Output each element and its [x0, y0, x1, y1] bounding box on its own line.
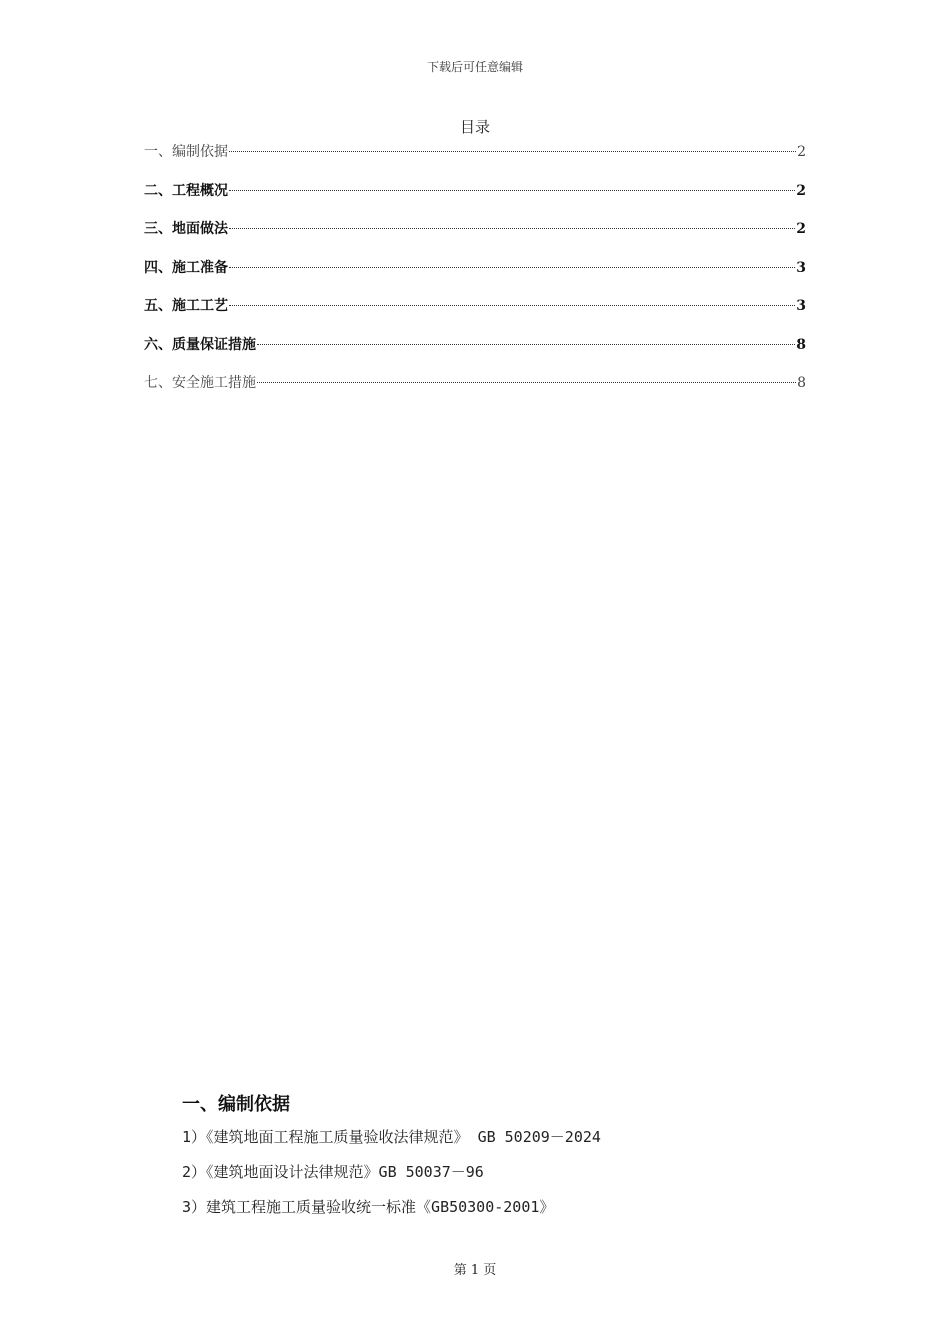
toc-entry-3[interactable]: [144, 219, 806, 258]
toc-leader-dots: [229, 267, 795, 268]
table-of-contents: [144, 142, 806, 412]
toc-entry-page: 2: [797, 144, 806, 160]
toc-entry-label: 四、施工准备: [144, 259, 228, 276]
toc-leader-dots: [229, 305, 795, 306]
toc-leader-dots: [229, 228, 795, 229]
toc-leader-dots: [257, 344, 795, 345]
toc-leader-dots: [229, 190, 795, 191]
toc-entry-label: 五、施工工艺: [144, 298, 228, 314]
toc-entry-4[interactable]: [144, 258, 806, 297]
toc-entry-7[interactable]: [144, 373, 806, 412]
toc-entry-page: 3: [796, 298, 806, 314]
toc-leader-dots: [229, 151, 796, 152]
toc-title: 目录: [459, 118, 490, 136]
header-note: 下载后可任意编辑: [426, 60, 523, 74]
reference-item: 1）《建筑地面工程施工质量验收法律规范》 GB 50209－2024: [182, 1128, 601, 1146]
section-heading: 一、编制依据: [182, 1094, 290, 1115]
toc-leader-dots: [257, 382, 796, 383]
toc-entry-5[interactable]: [144, 296, 806, 335]
reference-list: [182, 1126, 822, 1231]
toc-entry-1[interactable]: [144, 142, 806, 181]
page-number: 第 1 页: [453, 1263, 497, 1278]
reference-item: 2）《建筑地面设计法律规范》GB 50037－96: [182, 1163, 484, 1181]
toc-entry-page: 2: [796, 182, 806, 199]
toc-entry-2[interactable]: [144, 181, 806, 220]
toc-entry-6[interactable]: [144, 335, 806, 374]
reference-item: 3）建筑工程施工质量验收统一标准《GB50300-2001》: [182, 1198, 555, 1216]
toc-entry-page: 8: [796, 336, 806, 353]
toc-entry-label: 三、地面做法: [144, 221, 228, 237]
toc-entry-page: 8: [797, 375, 806, 391]
toc-entry-label: 一、编制依据: [144, 144, 228, 160]
toc-entry-label: 六、质量保证措施: [144, 336, 256, 353]
toc-entry-label: 七、安全施工措施: [144, 375, 256, 391]
toc-entry-label: 二、工程概况: [144, 182, 228, 199]
toc-entry-page: 3: [796, 259, 806, 276]
toc-entry-page: 2: [796, 221, 806, 237]
